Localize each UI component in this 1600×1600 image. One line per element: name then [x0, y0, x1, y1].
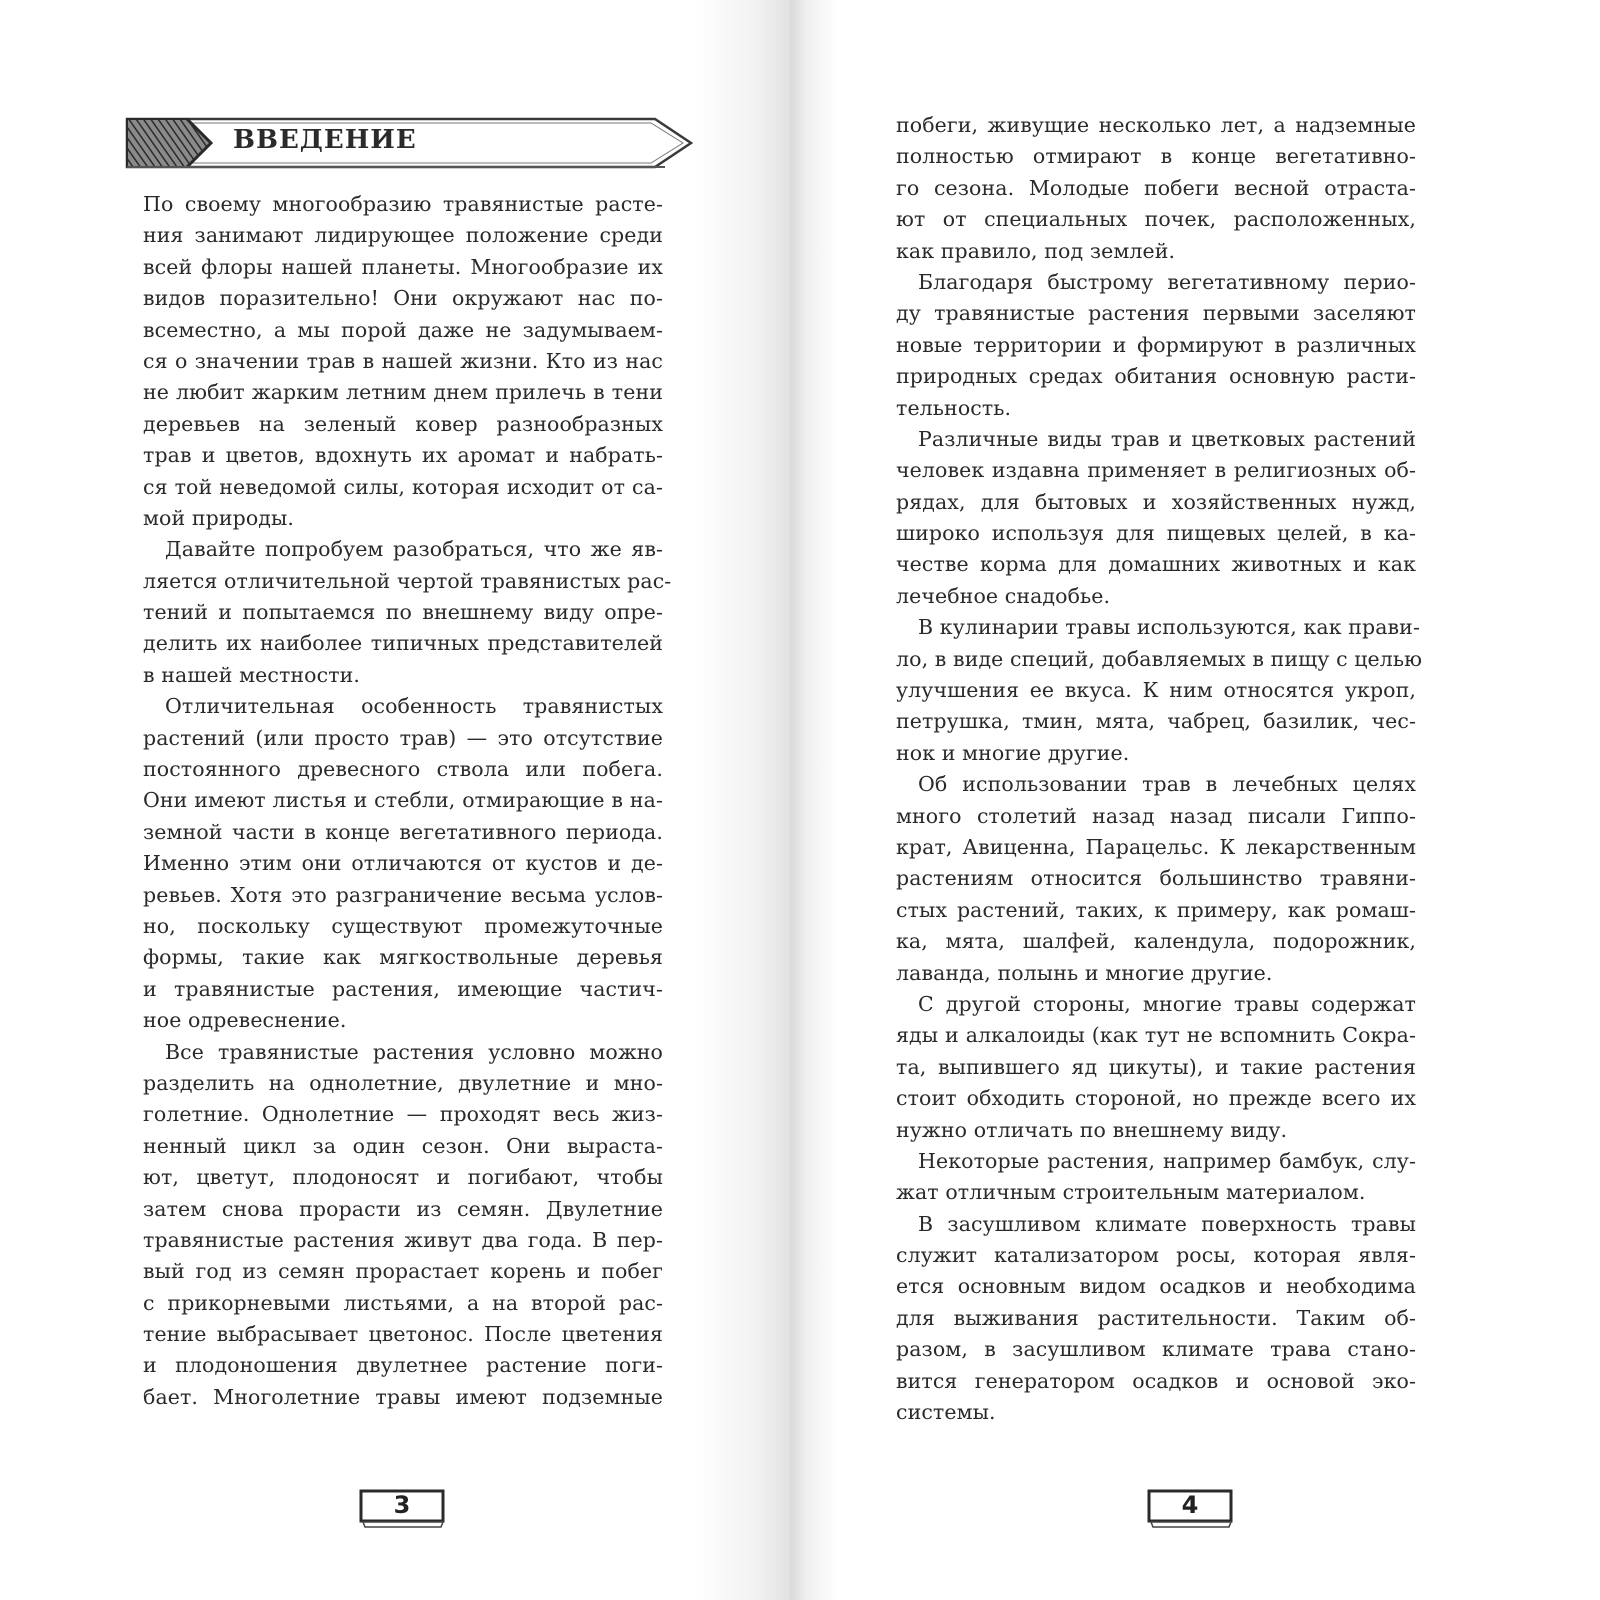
text-line: постоянного древесного ствола или побега. [143, 757, 663, 782]
text-line: тельность. [896, 395, 1012, 420]
text-line: Некоторые растения, например бамбук, слу- [918, 1148, 1416, 1173]
text-line: ревьев. Хотя это разграничение весьма услов- [143, 882, 663, 907]
right-page-text [896, 110, 1423, 1428]
text-line: лаванда, полынь и многие другие. [896, 960, 1273, 985]
text-line: ют, цветут, плодоносят и погибают, чтобы [143, 1165, 663, 1190]
left-page [0, 0, 790, 1600]
text-line: служит катализатором росы, которая явля- [896, 1243, 1416, 1268]
text-line: с прикорневыми листьями, а на второй рас- [143, 1290, 663, 1315]
text-line: петрушка, тмин, мята, чабрец, базилик, чес- [896, 709, 1416, 734]
text-line: ния занимают лидирующее положение среди [143, 223, 663, 248]
text-line: рядах, для бытовых и хозяйственных нужд, [896, 489, 1416, 514]
text-line: ляется отличительной чертой травянистых рас- [143, 568, 672, 593]
text-line: Отличительная особенность травянистых [165, 694, 663, 719]
text-line: вый год из семян прорастает корень и побег [143, 1259, 663, 1284]
text-line: го сезона. Молодые побеги весной отраста- [896, 175, 1416, 200]
text-line: разделить на однолетние, двулетние и мно- [143, 1070, 663, 1095]
text-line: растениям относится большинство травяни- [896, 866, 1416, 891]
text-line: формы, такие как мягкоствольные деревья [143, 945, 663, 970]
text-line: Различные виды трав и цветковых растений [918, 426, 1416, 451]
text-line: и плодоношения двулетнее растение поги- [143, 1353, 663, 1378]
text-line: деревьев на зеленый ковер разнообразных [143, 411, 663, 436]
text-line: мой природы. [143, 505, 295, 530]
text-line: честве корма для домашних животных и как [896, 552, 1416, 577]
text-line: ют от специальных почек, расположенных, [896, 207, 1416, 232]
text-line: в нашей местности. [143, 662, 361, 687]
text-line: Об использовании трав в лечебных целях [918, 772, 1416, 797]
text-line: видов поразительно! Они окружают нас по- [143, 286, 663, 311]
text-line: С другой стороны, многие травы содержат [918, 991, 1416, 1016]
text-line: Давайте попробуем разобраться, что же яв- [165, 537, 663, 562]
text-line: жат отличным строительным материалом. [896, 1180, 1366, 1205]
text-line: та, выпившего яд цикуты), и такие растения [896, 1054, 1416, 1079]
text-line: тение выбрасывает цветонос. После цветения [143, 1322, 663, 1347]
text-line: широко используя для пищевых целей, в ка- [896, 521, 1416, 546]
text-line: трав и цветов, вдохнуть их аромат и набрать- [143, 443, 663, 468]
text-line: всей флоры нашей планеты. Многообразие их [143, 254, 663, 279]
text-line: ду травянистые растения первыми заселяют [896, 301, 1416, 326]
text-line: растений (или просто трав) — это отсутствие [143, 725, 663, 750]
text-line: тений и попытаемся по внешнему виду опре- [143, 600, 663, 625]
text-line: как правило, под землей. [896, 238, 1176, 263]
text-line: По своему многообразию травянистые расте- [143, 192, 663, 216]
text-line: для выживания растительности. Таким об- [896, 1305, 1416, 1330]
text-line: всеместно, а мы порой даже не задумываем- [143, 317, 663, 342]
chapter-title: ВВЕДЕНИЕ [233, 125, 417, 155]
text-line: не любит жарким летним днем прилечь в тени [143, 380, 663, 405]
text-line: ненный цикл за один сезон. Они выраста- [143, 1133, 663, 1158]
text-line: человек издавна применяет в религиозных об- [896, 458, 1416, 483]
left-page-text [143, 189, 672, 1413]
text-line: но, поскольку существуют промежуточные [143, 913, 663, 938]
right-page [790, 0, 1600, 1600]
text-line: вится генератором осадков и основой эко- [896, 1368, 1416, 1393]
page-number-badge [358, 1488, 446, 1528]
text-line: крат, Авиценна, Парацельс. К лекарственным [896, 834, 1416, 859]
text-line: ное одревеснение. [143, 1008, 347, 1033]
text-line: делить их наиболее типичных представителей [143, 631, 663, 656]
text-line: побеги, живущие несколько лет, а надземные [896, 113, 1416, 137]
page-number-badge [1146, 1488, 1234, 1528]
text-line: затем снова прорасти из семян. Двулетние [143, 1196, 663, 1221]
text-line: ка, мята, шалфей, календула, подорожник, [896, 929, 1416, 954]
text-line: голетние. Однолетние — проходят весь жиз- [143, 1102, 663, 1127]
text-line: нужно отличать по внешнему виду. [896, 1117, 1288, 1142]
text-line: Именно этим они отличаются от кустов и де- [143, 851, 663, 876]
text-line: Они имеют листья и стебли, отмирающие в на- [143, 788, 663, 813]
text-line: стых растений, таких, к примеру, как ромаш- [896, 897, 1416, 922]
text-line: лечебное снадобье. [896, 583, 1111, 608]
text-line: полностью отмирают в конце вегетативно- [896, 144, 1416, 169]
page-number: 4 [1181, 1491, 1199, 1519]
page-number: 3 [393, 1491, 411, 1519]
text-line: травянистые растения живут два года. В пер- [143, 1227, 663, 1252]
text-line: В засушливом климате поверхность травы [918, 1211, 1416, 1236]
text-line: В кулинарии травы используются, как прави- [918, 615, 1420, 640]
text-line: яды и алкалоиды (как тут не вспомнить Сокра- [896, 1023, 1416, 1048]
text-line: земной части в конце вегетативного периода. [143, 819, 663, 844]
text-line: нок и многие другие. [896, 740, 1130, 765]
text-line: Все травянистые растения условно можно [165, 1039, 663, 1064]
text-line: и травянистые растения, имеющие частич- [143, 976, 663, 1001]
text-line: много столетий назад назад писали Гиппо- [896, 803, 1416, 828]
text-line: стоит обходить стороной, но прежде всего их [896, 1086, 1416, 1111]
text-line: улучшения ее вкуса. К ним относятся укроп, [896, 678, 1416, 703]
text-line: ло, в виде специй, добавляемых в пищу с целью [896, 646, 1423, 671]
text-line: системы. [896, 1400, 996, 1425]
text-line: разом, в засушливом климате трава стано- [896, 1337, 1416, 1362]
text-line: бает. Многолетние травы имеют подземные [143, 1384, 663, 1409]
chapter-banner [125, 115, 695, 171]
text-line: ся о значении трав в нашей жизни. Кто из нас [143, 348, 663, 373]
text-line: ся той неведомой силы, которая исходит от са- [143, 474, 663, 499]
text-line: Благодаря быстрому вегетативному перио- [918, 269, 1416, 294]
text-line: ется основным видом осадков и необходима [896, 1274, 1416, 1299]
text-line: новые территории и формируют в различных [896, 332, 1416, 357]
text-line: природных средах обитания основную расти- [896, 364, 1416, 389]
